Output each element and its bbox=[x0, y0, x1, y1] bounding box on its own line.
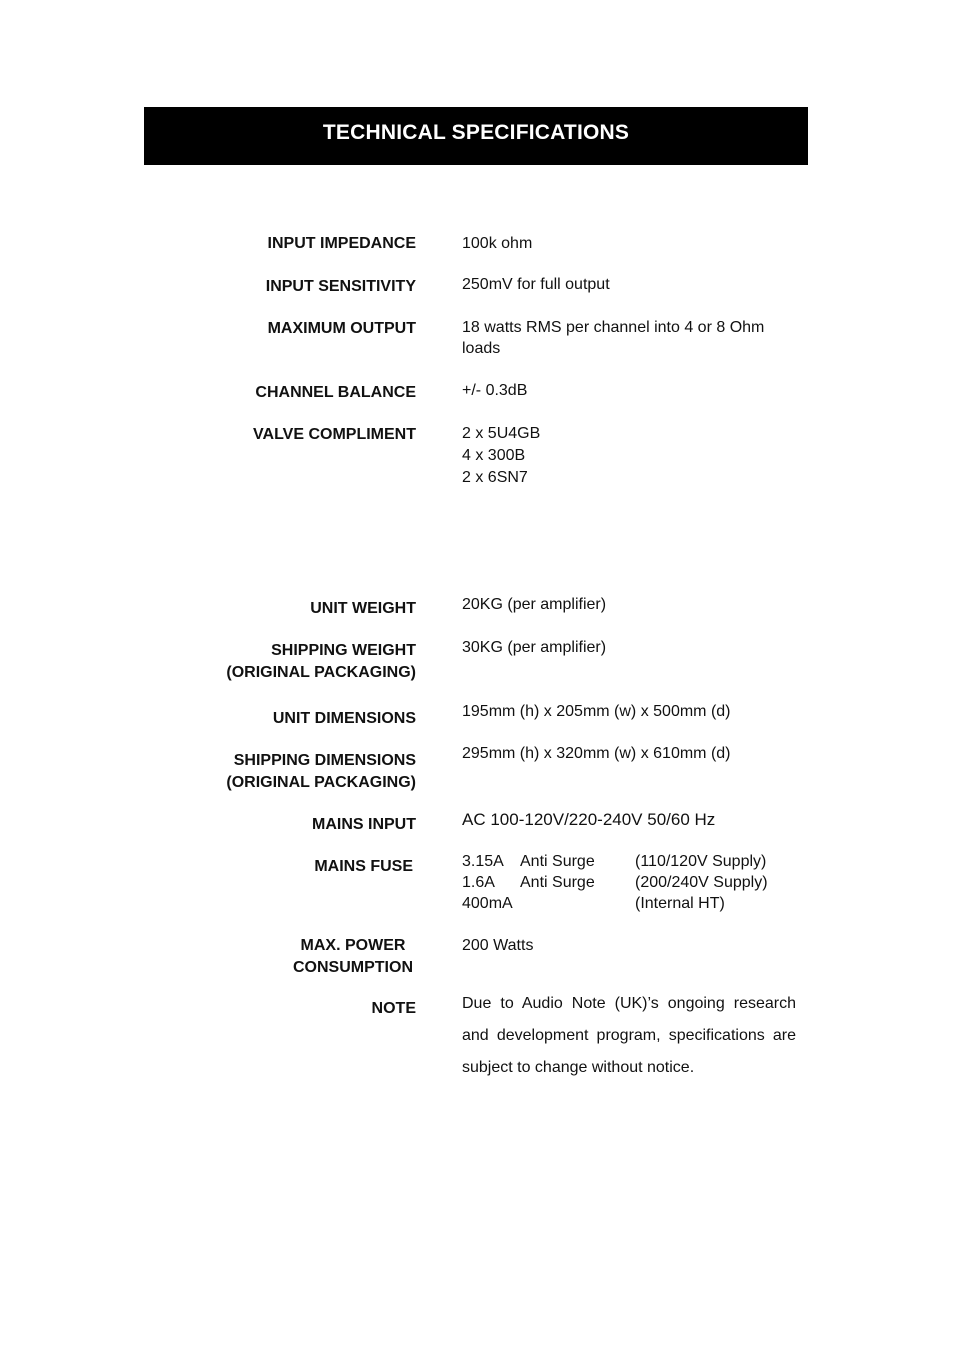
spec-label: CHANNEL BALANCE bbox=[255, 384, 416, 401]
title-bar bbox=[144, 107, 808, 165]
spec-value-line: 18 watts RMS per channel into 4 or 8 Ohm bbox=[462, 319, 765, 336]
spec-label-line: (ORIGINAL PACKAGING) bbox=[226, 774, 416, 791]
spec-label: UNIT DIMENSIONS bbox=[272, 710, 416, 727]
spec-label-line: (ORIGINAL PACKAGING) bbox=[226, 664, 416, 681]
fuse-supply: (Internal HT) bbox=[635, 895, 725, 912]
spec-value-line: 2 x 5U4GB bbox=[462, 425, 541, 442]
fuse-type: Anti Surge bbox=[520, 874, 595, 891]
spec-value bbox=[462, 317, 796, 359]
spec-value-line: 4 x 300B bbox=[462, 447, 526, 464]
spec-value: 30KG (per amplifier) bbox=[462, 639, 607, 656]
fuse-type: Anti Surge bbox=[520, 853, 595, 870]
spec-label: VALVE COMPLIMENT bbox=[253, 426, 416, 443]
spec-label bbox=[293, 935, 413, 979]
spec-label: MAXIMUM OUTPUT bbox=[267, 320, 416, 337]
spec-label: INPUT SENSITIVITY bbox=[265, 278, 416, 295]
spec-label bbox=[226, 640, 416, 684]
spec-value-line: 2 x 6SN7 bbox=[462, 469, 528, 486]
spec-value: AC 100-120V/220-240V 50/60 Hz bbox=[462, 810, 716, 829]
fuse-rating: 1.6A bbox=[462, 874, 495, 891]
spec-value: 195mm (h) x 205mm (w) x 500mm (d) bbox=[462, 703, 731, 720]
spec-label: MAINS INPUT bbox=[312, 816, 416, 833]
spec-value: 295mm (h) x 320mm (w) x 610mm (d) bbox=[462, 745, 731, 762]
spec-label-line: SHIPPING WEIGHT bbox=[271, 642, 416, 659]
spec-value bbox=[462, 423, 796, 489]
spec-label-line: MAX. POWER bbox=[300, 937, 406, 954]
spec-label: INPUT IMPEDANCE bbox=[267, 235, 416, 252]
note-text: Due to Audio Note (UK)’s ongoing research and development program, specifications are subject to change without notice. bbox=[462, 995, 796, 1076]
fuse-rating: 400mA bbox=[462, 895, 513, 912]
spec-label-line: CONSUMPTION bbox=[293, 959, 413, 976]
fuse-rating: 3.15A bbox=[462, 853, 504, 870]
spec-value: 250mV for full output bbox=[462, 276, 610, 293]
fuse-supply: (110/120V Supply) bbox=[635, 853, 767, 870]
spec-label bbox=[226, 750, 416, 794]
spec-value: 20KG (per amplifier) bbox=[462, 596, 607, 613]
spec-value: 100k ohm bbox=[462, 235, 533, 252]
spec-label-line: SHIPPING DIMENSIONS bbox=[233, 752, 416, 769]
spec-value-line: loads bbox=[462, 340, 501, 357]
spec-label: NOTE bbox=[371, 1000, 416, 1017]
page-title: TECHNICAL SPECIFICATIONS bbox=[322, 121, 630, 144]
spec-label: UNIT WEIGHT bbox=[310, 600, 416, 617]
spec-value: +/- 0.3dB bbox=[462, 382, 528, 399]
spec-value: 200 Watts bbox=[462, 937, 534, 954]
fuse-supply: (200/240V Supply) bbox=[635, 874, 768, 891]
spec-label: MAINS FUSE bbox=[314, 858, 413, 875]
